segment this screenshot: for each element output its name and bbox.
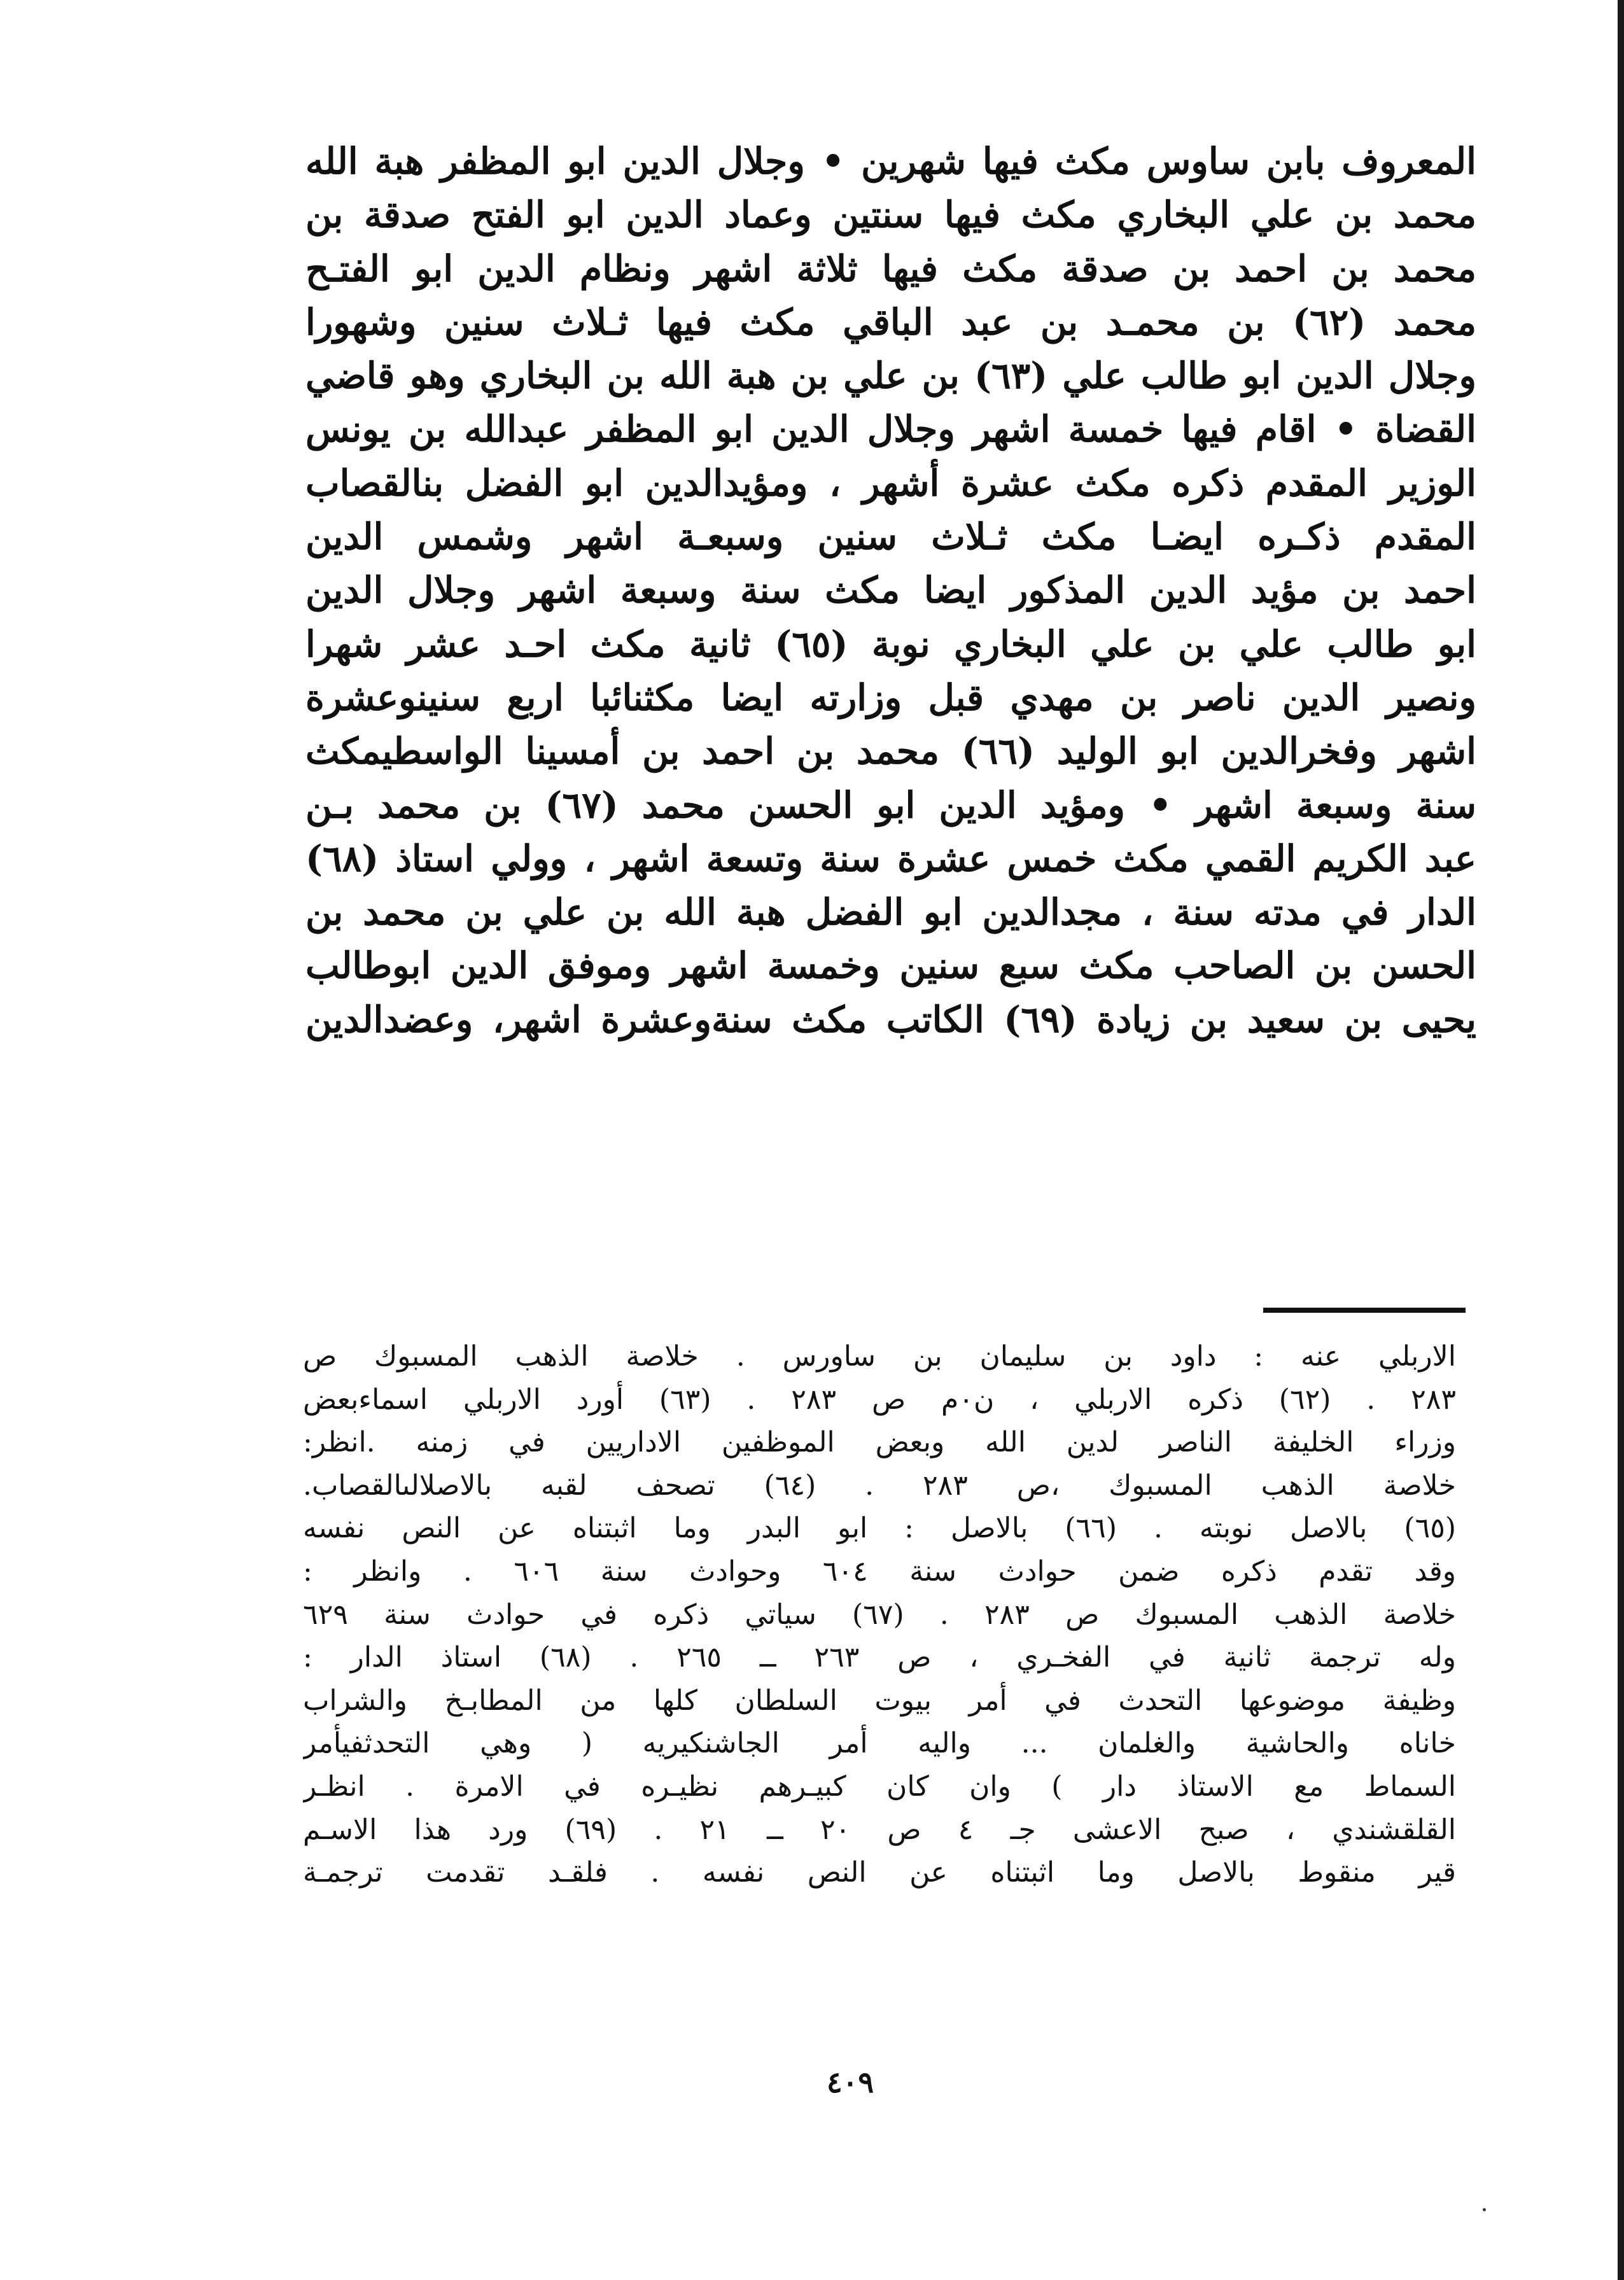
text-line: احمد بن مؤيد الدين المذكور ايضا مكث سنة وسبعة اشهر وجلال الدين (305, 569, 1476, 612)
text-line: ابو طالب علي بن علي البخاري نوبة (٦٥) ثانية مكث احـد عشر شهرا (305, 622, 1476, 666)
text-line: الحسن بن الصاحب مكث سبع سنين وخمسة اشهر وموفق الدين ابوطالب (305, 944, 1476, 988)
main-text (305, 135, 1476, 1047)
footnote-line: وله ترجمة ثانية في الفخـري ، ص ٢٦٣ ــ ٢٦٥ . (٦٨) استاذ الدار : (303, 1641, 1456, 1674)
text-line: المعروف بابن ساوس مكث فيها شهرين • وجلال الدين ابو المظفر هبة الله (305, 140, 1476, 183)
text-line: محمد بن احمد بن صدقة مكث فيها ثلاثة اشهر ونظام الدين ابو الفتـح (305, 247, 1476, 290)
footnote-line: السماط مع الاستاذ دار ) وان كان كبيـرهم نظيـره في الامرة . انظـر (303, 1770, 1456, 1803)
page-edge (1618, 0, 1624, 2280)
text-line: القضاة • اقام فيها خمسة اشهر وجلال الدين ابو المظفر عبدالله بن يونس (305, 408, 1476, 451)
text-line: الدار في مدته سنة ، مجدالدين ابو الفضل هبة الله بن علي بن محمد بن (305, 891, 1476, 934)
text-line: الوزير المقدم ذكره مكث عشرة أشهر ، ومؤيدالدين ابو الفضل بنالقصاب (305, 461, 1476, 505)
text-line: وجلال الدين ابو طالب علي (٦٣) بن علي بن هبة الله بن البخاري وهو قاضي (305, 354, 1476, 398)
footnote-line: وزراء الخليفة الناصر لدين الله وبعض الموظفين الاداريين في زمنه .انظر: (303, 1426, 1456, 1459)
footnote-separator (1263, 1308, 1466, 1313)
scan-speck (1483, 2208, 1486, 2211)
footnote-line: وقد تقدم ذكره ضمن حوادث سنة ٦٠٤ وحوادث سنة ٦٠٦ . وانظر : (303, 1555, 1456, 1588)
footnote-line: خاناه والحاشية والغلمان ... واليه أمر الجاشنكيريه ( وهي التحدثفيأمر (303, 1727, 1456, 1760)
footnote-line: الاربلي عنه : داود بن سليمان بن ساورس . خلاصة الذهب المسبوك ص (303, 1340, 1456, 1373)
text-line: محمد بن علي البخاري مكث فيها سنتين وعماد الدين ابو الفتح صدقة بن (305, 193, 1476, 237)
footnote-line: قير منقوط بالاصل وما اثبتناه عن النص نفسه . فلقـد تقدمت ترجمـة (303, 1856, 1456, 1889)
footnote-line: خلاصة الذهب المسبوك ص ٢٨٣ . (٦٧) سياتي ذكره في حوادث سنة ٦٢٩ (303, 1598, 1456, 1631)
text-line: ونصير الدين ناصر بن مهدي قبل وزارته ايضا مكثنائبا اربع سنينوعشرة (305, 676, 1476, 719)
page-number: ٤٠٩ (826, 2065, 874, 2099)
footnote-line: خلاصة الذهب المسبوك ،ص ٢٨٣ . (٦٤) تصحف لقبه بالاصلالىالقصاب. (303, 1469, 1456, 1502)
text-line: يحيى بن سعيد بن زيادة (٦٩) الكاتب مكث سنةوعشرة اشهر، وعضدالدين (305, 998, 1476, 1041)
footnote-line: وظيفة موضوعها التحدث في أمر بيوت السلطان كلها من المطابـخ والشراب (303, 1684, 1456, 1717)
text-line: عبد الكريم القمي مكث خمس عشرة سنة وتسعة اشهر ، وولي استاذ (٦٨) (305, 837, 1476, 880)
footnote-line: القلقشندي ، صبح الاعشى جـ ٤ ص ٢٠ ــ ٢١ . (٦٩) ورد هذا الاسـم (303, 1813, 1456, 1846)
footnote-line: (٦٥) بالاصل نوبته . (٦٦) بالاصل : ابو البدر وما اثبتناه عن النص نفسه (303, 1512, 1456, 1545)
text-line: المقدم ذكـره ايضـا مكث ثـلاث سنين وسبعـة اشهر وشمس الدين (305, 515, 1476, 559)
text-line: محمد (٦٢) بن محمـد بن عبد الباقي مكث فيها ثـلاث سنين وشهورا (305, 300, 1476, 344)
text-line: سنة وسبعة اشهر • ومؤيد الدين ابو الحسن محمد (٦٧) بن محمد بـن (305, 783, 1476, 827)
footnote-line: ٢٨٣ . (٦٢) ذكره الاربلي ، ن٠م ص ٢٨٣ . (٦٣) أورد الاربلي اسماءبعض (303, 1383, 1456, 1416)
text-line: اشهر وفخرالدين ابو الوليد (٦٦) محمد بن احمد بن أمسينا الواسطيمكث (305, 730, 1476, 773)
footnotes (303, 1335, 1456, 1894)
